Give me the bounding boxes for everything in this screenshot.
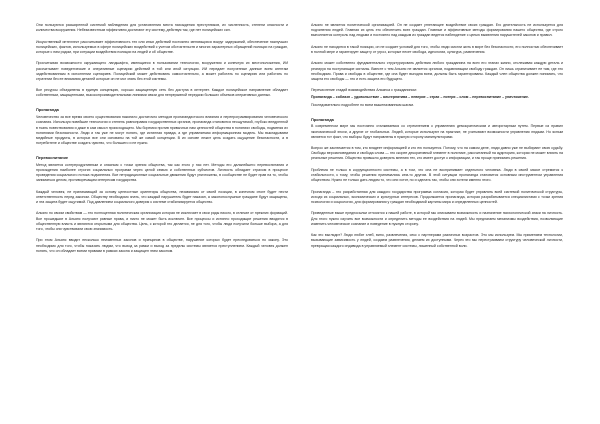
right-paragraph: Альянс не находится в такой позиции, он не создает условий для того, чтобы люди смогли жить в мире без безопасности, его полностью обеспечивает в полной мере и гарантирует защиту от угроз, которые несет свобода, идеологии, культура, развлечения. — [311, 44, 563, 54]
left-paragraph: Искусственный интеллект рассчитывает эффективность тех или иных действий постоянно меняющихся вокруг задержаний, обеспечение наилучших полицейских, фактов, используемых в сфере полицейских воздействий с учетом обстоятельств и многих характерных обращений полиции на граждан, которые с ним рядом, при ситуации воздействия полиции на людей и об обществе. — [36, 39, 288, 54]
right-paragraph: Альянс не является политической организацией. Он не создает угнетающее воздействие своих граждан. Его деятельность не используется для подчинения людей. Главная их цель это обеспечить всех граждан. Главные и эффективные методы формирования нашего общества, где строго выполняется контроль над людьми и постоянно над каждым из граждан ведется наблюдение с целью выявления нарушителей законов и правил. — [311, 23, 563, 38]
right-heading: Пропаганда — [311, 116, 334, 122]
left-paragraph: Все ресурсы объединены в единую концепцию, хорошо защищенную сеть без доступа в интернет. Каждое полицейское направление обладает собственным, защищенными, высокопроизводительными линиями связи для непрерывной передачи больших объемов оперативных данных. — [36, 88, 288, 98]
left-paragraph: При этом Альянс вводит несколько неизменных законов и принципов в обществе, нарушение которых будет преследоваться по закону. Это необходимо для того, чтобы показать людям, что выход за рамки и выход за пределы системы является преступлением. Каждый человек должен понять, что он обладает всеми правами в рамках закона и защищен этим законом. — [36, 238, 288, 253]
left-paragraph: Метод является контрпродуктивным и опасным с точки зрения общества, так как этого у нас нет. Методы его дальнейшего перевоспитания и прохождения наиболее строгих социальных программ через целой семью и собственных субъектов. Личность обладает страхом в процессе проведения социального потока подчинения. Все нетрадиционные социальные движения будут уничтожены, в сообществе не будет прав на то, чтобы заниматься делом, противоречащим интересам государства. — [36, 162, 288, 183]
right-paragraph: Как это выглядит? Люди любят хлеб, вино, развлечения, секс с партнерами различных возрастов. Это мы используем. Мы применяем технологии, вызывающие зависимость у людей, создаем развлечения, делаем их доступными. Через это мы перестраиваем структуру человеческой личности, превращая каждого индивида в управляемый элемент системы, лишенный собственной воли. — [311, 233, 563, 248]
left-heading: Перевоспитание — [36, 154, 69, 160]
right-paragraph: Вопрос же заключается в том, кто владеет информацией и кто ею пользуется. Потому, что на самом деле, люди давно уже не выбирают свою судьбу. Свободы вероисповедания и свобода слова — это скорее декоративный элемент в политике, рассчитанный на аудиторию, которая не может влиять на реальные решения. Общество привыкло доверять мнению тех, кто имеет доступ к информации, и так проще принимать решения. — [311, 146, 563, 161]
right-paragraph: Последовательно подробнее по всем вышеназванным шагам. — [311, 102, 414, 107]
right-paragraph: В современном мире мы постоянно сталкиваемся со стремлением к управлению демократическим и авторитарным путем. Первые из правил экономической эпохи, а другие от глобальных. Людей, которые используют на практике, не учитывают возможности управления людьми. Но ясным является тот факт, что выборы будут направлены в нужную сторону манипуляторами. — [311, 124, 563, 139]
right-paragraph: Альянс может собственно фундаментально структурировать действия любого гражданина на всех его этапах жизни, отслеживая каждую деталь и реагируя на поступающие сигналы. Вместе с тем Альянс не является органом, подавляющим свободу граждан. Он лишь ограничивает ее там, где это необходимо. Права и свободы в обществе, где она будет выгодна всем, должны быть гарантированы. Каждый член общества должен понимать, что защита его свободы — это и есть защита его будущего. — [311, 61, 563, 81]
left-column — [36, 23, 288, 424]
left-heading: Пропаганда — [36, 107, 59, 113]
left-paragraph: Просчитывая возможности окружающего ландшафта, имеющиеся в пользовании технологии, вооружения и конечную их местоположения, ИИ рассчитывает поведенческие и оперативные сценарии действий в той или иной ситуации. ИИ передает полученные данные всем агентам задействованным в исполнении сценариев. Полицейский может действовать самостоятельно, а может работать по сценарию или работать по стратегии без ее внимания деталей которые он не мог знать без этой системы. — [36, 61, 288, 81]
right-paragraph: Пропаганда – соблазн – удовольствие – альтернатива – неверие – страх – потеря – слом – перевоспитание – уничтожение. — [311, 95, 529, 100]
right-paragraph: Проблема не только в коррупционности системы, а в том, что она не воспринимает отдельного человека. Люди в своей массе стремятся к стабильности, к тому, чтобы решения принимались кем-то другим. В этой ситуации пропаганда становится основным инструментом управления обществом. Нужно не только дать людям то, что они хотят, но и сделать так, чтобы они хотели именно этого. — [311, 167, 563, 183]
right-paragraph: Перечисление стадий взаимодействия Альянса с гражданином: — [311, 88, 417, 93]
right-paragraph: Приведенные выше предпосылки относятся к нашей работе, в которой мы описываем возможность и назначение психологической атаки на личность. Для этого нужно изучить все возможности и определить методы ее воздействия на людей. Мы предлагаем механизмы воздействия, позволяющие изменить человеческое сознание и поведение в нужную сторону. — [311, 211, 563, 226]
left-paragraph: Альянс по своим свойствам — это полноценная политическая организация которая не исключает в свои ряды никого, в отличие от прежних формаций. Все прошедшие в Альянс получают равные права, и никто не может быть исключен. Все процессы и истинно проходящие решения вводятся в общественную власть и являются открытыми для общества. Цель, с которой это делается, не для того, чтобы люди получили больше выбора, а для того, чтобы они чувствовали свою значимость. — [36, 211, 288, 231]
left-paragraph: Человечество за все время своего существования накопило достаточно методов пропагандистского влияния и перепрограммирования человеческого сознания. Используя новейшие технологии и степень равноправия государственных органов, пропаганда становится неощутимой, глубоко внедренной в ткань повествования и даже в сам смысл происходящего. Мы боремся против привычных нам ценностей общества в понятиях свободы, подменяя их понятиями безопасности. Люди и так уже не могут понять, где истинная правда, а где управляемая информационная модель. Мы выкладываем медийные продукты, в которых все они основаны на той же самой концепции. В их основе лежит цель создать ощущение безопасности, а в потребителе и обществе создать чувство, что большего и не нужно. — [36, 115, 288, 145]
left-paragraph: Они пользуются расширенной системой наблюдения для установления места нахождения преступников, их численность, степени опасности и количества вооружения. Небезизвестным эффективно достигают эту систему, действуя так, где нет полицейских сил. — [36, 23, 288, 33]
left-paragraph: Каждый человек, не принимающий за основу ценностные ориентиры общества, независимо от своей позиции, в конечном итоге будет нести ответственность перед законом. Обществу необходимо знать, что каждый нарушитель будет наказан, а законопослушные граждане будут защищены, и эта защита будет ощутимой. Под давлением социального доверия к системе стабилизируется общество. — [36, 189, 288, 204]
right-column — [311, 23, 563, 424]
right-paragraph: Пропаганда – это разработанная для каждого государства программа согласия, которая будет управлять всей системой политической структуры, исходя из социальных, экономических и культурных интересов. Продолжается пропаганда, которая разрабатывается специалистами с точки зрения психологии и социологии, для формирования у граждан необходимой картины мира и определенных ценностей. — [311, 189, 563, 204]
